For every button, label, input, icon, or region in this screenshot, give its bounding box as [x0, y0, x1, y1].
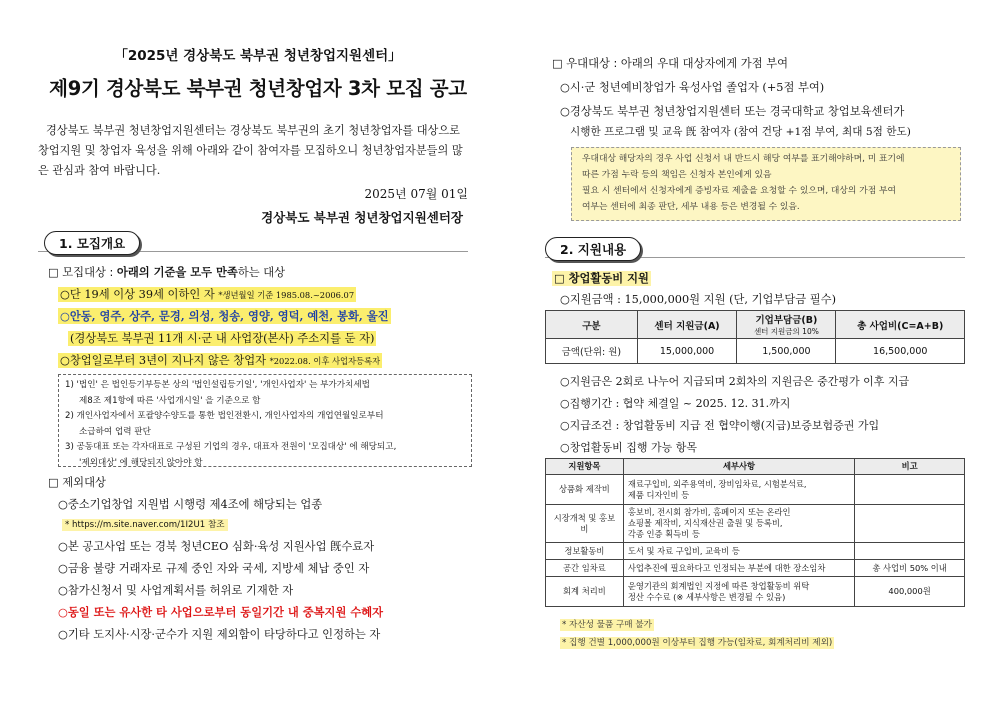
expense-item-note	[855, 475, 965, 505]
note-3b: '제외대상' 에 해당되지 않아야 함	[79, 457, 203, 468]
fund-table	[545, 310, 965, 364]
expense-item-detail	[623, 543, 854, 560]
items-heading: ○창업활동비 집행 가능 항목	[560, 441, 697, 454]
expense-item-note: 총 사업비 50% 이내	[855, 560, 965, 577]
table-row	[546, 475, 965, 505]
section-1-heading: 1. 모집개요	[44, 231, 140, 255]
expense-item-detail	[623, 475, 854, 505]
target-criteria: 아래의 기준을 모두 만족	[116, 266, 238, 279]
criteria-notes-box	[58, 374, 472, 467]
age-criterion	[58, 286, 356, 302]
footnote-2: * 집행 건별 1,000,000원 이상부터 집행 가능(임차료, 회계처리비 제외)	[562, 638, 833, 648]
note-3a: 3) 공동대표 또는 각자대표로 구성된 기업의 경우, 대표자 전원이 '모집대상' 에 해당되고,	[65, 442, 397, 452]
exclude-item-1: ○중소기업창업 지원법 시행령 제4조에 해당되는 업종	[58, 498, 323, 511]
table-row	[546, 577, 965, 607]
preferred-heading: □ 우대대상 : 아래의 우대 대상자에게 가점 부여	[552, 57, 789, 70]
exclude-item-6: ○기타 도지사·시장·군수가 지원 제외함이 타당하다고 인정하는 자	[58, 628, 381, 641]
condition-note: ○지급조건 : 창업활동비 지급 전 협약이행(지급)보증보험증권 가입	[560, 419, 880, 432]
preferred-note-3: 필요 시 센터에서 신청자에게 증빙자료 제출을 요청할 수 있으며, 대상의 가점 부여	[582, 186, 896, 196]
years-note: *2022.08. 이후 사업자등록자	[269, 356, 381, 366]
preferred-item-2: ○경상북도 북부권 청년창업지원센터 또는 경국대학교 창업보육센터가	[560, 105, 905, 118]
age-text: ○단 19세 이상 39세 이하인 자	[60, 288, 219, 301]
detail-line: 쇼핑몰 제작비, 지식재산권 출원 및 등록비,	[627, 518, 783, 528]
t2-header-detail: 세부사항	[623, 459, 854, 475]
preferred-notes-box	[571, 147, 961, 221]
t1-header-category: 구분	[546, 311, 638, 339]
expense-item-detail	[623, 560, 854, 577]
expense-item-name: 회계 처리비	[546, 577, 624, 607]
years-criterion	[58, 352, 382, 368]
exclude-item-4: ○참가신청서 및 사업계획서를 허위로 기재한 자	[58, 584, 294, 597]
target-label: □ 모집대상 :	[48, 266, 117, 279]
exclude-link-note	[62, 518, 228, 530]
note-2b: 소급하여 업력 판단	[79, 426, 151, 437]
expense-item-name: 정보활동비	[546, 543, 624, 560]
fund-amount: ○지원금액 : 15,000,000원 지원 (단, 기업부담금 필수)	[560, 293, 836, 306]
detail-line: 재료구입비, 외주용역비, 장비임차료, 시험분석료,	[627, 478, 807, 489]
document-subtitle: 「2025년 경상북도 북부권 청년창업지원센터」	[114, 48, 402, 64]
t2-header-item: 지원항목	[546, 459, 624, 475]
detail-line: 정산 수수료 (※ 세부사항은 변경될 수 있음)	[627, 591, 786, 602]
payment-note: ○지원금은 2회로 나누어 지급되며 2회차의 지원금은 중간평가 이후 지급	[560, 375, 910, 388]
detail-line: 각종 인증 획득비 등	[627, 529, 700, 539]
region-criterion	[58, 308, 391, 324]
years-text: ○창업일로부터 3년이 지나지 않은 창업자	[60, 354, 270, 367]
table-row	[546, 560, 965, 577]
table-row	[546, 505, 965, 543]
t2-header-note: 비고	[855, 459, 965, 475]
preferred-item-1: ○시·군 청년예비창업가 육성사업 졸업자 (+5점 부여)	[560, 81, 825, 94]
expense-item-detail	[623, 505, 854, 543]
preferred-item-2-cont: 시행한 프로그램 및 교육 旣 참여자 (참여 건당 +1점 부여, 최대 5점 한도)	[570, 126, 911, 138]
expense-item-detail	[623, 577, 854, 607]
t1-header-company: 기업부담금(B) 센터 지원금의 10%	[737, 311, 836, 339]
expense-item-name: 상품화 제작비	[546, 475, 624, 505]
detail-line: 사업추진에 필요하다고 인정되는 부분에 대한 장소임차	[627, 562, 826, 573]
target-suffix: 하는 대상	[237, 266, 286, 279]
section-2-heading: 2. 지원내용	[545, 237, 641, 261]
expense-item-name: 공간 임차료	[546, 560, 624, 577]
age-birth-range: *생년월일 기준 1985.08.~2006.07	[218, 290, 355, 300]
region-subnote: (경상북도 북부권 11개 시·군 내 사업장(본사) 주소지를 둔 자)	[70, 332, 375, 345]
exclude-item-2: ○본 공고사업 또는 경북 청년CEO 심화·육성 지원사업 旣수료자	[58, 540, 375, 553]
expense-item-note	[855, 505, 965, 543]
exclude-item-3: ○금융 불량 거래자로 규제 중인 자와 국세, 지방세 체납 중인 자	[58, 562, 370, 575]
preferred-note-1: 우대대상 해당자의 경우 사업 신청서 내 반드시 해당 여부를 표기해야하며, 미 표기에	[582, 154, 905, 164]
preferred-note-2: 따른 가점 누락 등의 책임은 신청자 본인에게 있음	[582, 170, 772, 180]
detail-line: 홍보비, 전시회 참가비, 홈페이지 또는 온라인	[627, 507, 791, 517]
t1-header-center: 센터 지원금(A)	[637, 311, 737, 339]
period-note: ○집행기간 : 협약 체결일 ~ 2025. 12. 31.까지	[560, 397, 791, 410]
footnote-1: * 자산성 물품 구매 불가	[562, 620, 652, 630]
expense-item-note	[855, 543, 965, 560]
preferred-note-4: 여부는 센터에 최종 판단, 세부 내용 등은 변경될 수 있음.	[582, 202, 800, 212]
note-1b: 제8조 제1항에 따른 '사업개시일' 을 기준으로 함	[79, 395, 261, 406]
region-list: ○안동, 영주, 상주, 문경, 의성, 청송, 영양, 영덕, 예천, 봉화, 울진	[60, 309, 389, 323]
fund-heading: □ 창업활동비 지원	[554, 272, 649, 285]
detail-line: 운영기관의 회계법인 지정에 따른 창업활동비 위탁	[627, 580, 810, 591]
reference-link[interactable]: * https://m.site.naver.com/1I2U1 참조	[62, 519, 228, 531]
expense-item-note: 400,000원	[855, 577, 965, 607]
table-row: 금액(단위: 원) 15,000,000 1,500,000 16,500,000	[546, 339, 965, 364]
note-2a: 2) 개인사업자에서 포괄양수양도를 통한 법인전환시, 개인사업자의 개업연월일로부터	[65, 411, 384, 421]
document-title: 제9기 경상북도 북부권 청년창업자 3차 모집 공고	[49, 77, 467, 100]
detail-line: 제품 디자인비 등	[627, 489, 690, 500]
signature: 경상북도 북부권 청년창업지원센터장	[261, 210, 463, 225]
intro-paragraph: 경상북도 북부권 청년창업지원센터는 경상북도 북부권의 초기 청년창업자를 대상으로 창업지원 및 창업자 육성을 위해 아래와 같이 참여자를 모집하오니 청년창업자분들의 많은 관심과 참여 바랍니다.	[38, 124, 463, 177]
note-1a: 1) '법인' 은 법인등기부등본 상의 '법인설립등기일', '개인사업자' 는 부가가치세법	[65, 380, 370, 390]
detail-line: 도서 및 자료 구입비, 교육비 등	[627, 545, 740, 556]
expense-item-name: 시장개척 및 홍보비	[546, 505, 624, 543]
table-row	[546, 543, 965, 560]
exclude-heading: □ 제외대상	[48, 476, 106, 489]
expense-items-table	[545, 458, 965, 607]
target-heading	[48, 264, 285, 280]
exclude-item-5: ○동일 또는 유사한 타 사업으로부터 동일기간 내 중복지원 수혜자	[58, 605, 384, 619]
notice-date: 2025년 07월 01일	[364, 187, 468, 201]
t1-header-total: 총 사업비(C=A+B)	[836, 311, 965, 339]
